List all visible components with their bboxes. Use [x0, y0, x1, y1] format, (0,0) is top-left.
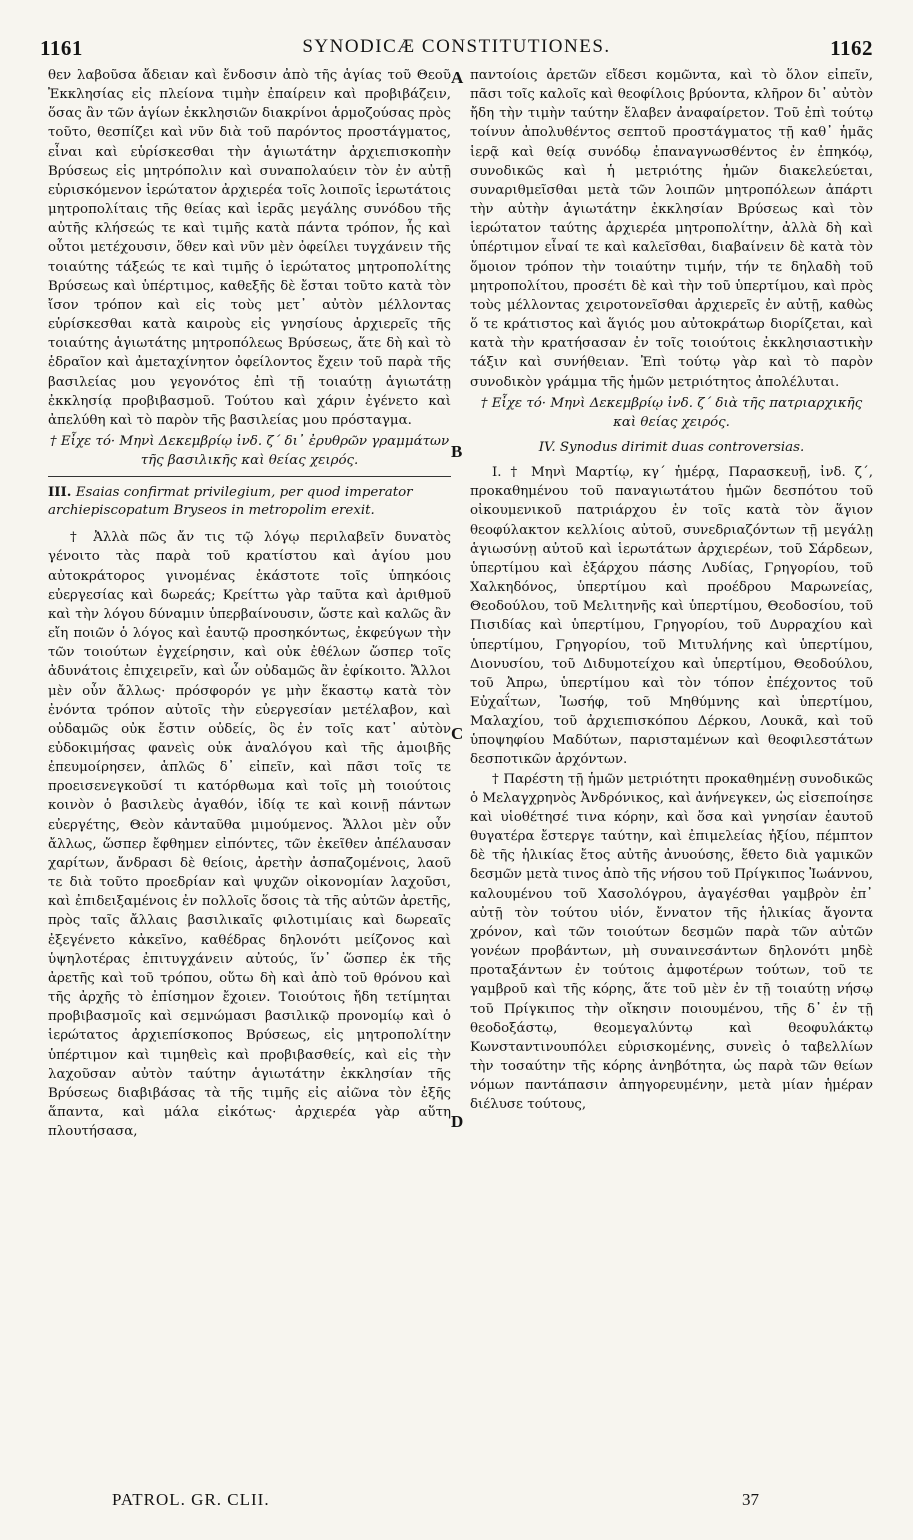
left-paragraph-2: † Ἀλλὰ πῶς ἄν τις τῷ λόγῳ περιλαβεῖν δυνατὸς γένοιτο τὰς παρὰ τοῦ κρατίστου καὶ ἁγίου μου αὐτοκράτορος γινομένας ἑκάστοτε τοῖς ὑπηκόοις εὐεργεσίας καὶ δωρεάς; Κρείττω γὰρ ταῦτα καὶ ἀριθμοῦ καὶ τὴν λόγου δύναμιν ὑπερβαίνουσιν, ὥστε καὶ καλῶς ἂν εἴη ποιῶν ὁ λόγος καὶ ἑαυτῷ προσηκόντως, ἐκφεύγων τὴν τῶν τοιούτων ἐγχείρησιν, καὶ οὐκ ἐθέλων ὥσπερ τοῖς ἀδυνάτοις ἐπιχειρεῖν, καὶ ὧν οὐδαμῶς ἂν ἐφίκοιτο. Ἄλλοι μὲν οὖν ἄλλως· πρόσφορόν γε μὴν ἕκαστῳ κατὰ τὸν ἐνόντα τρόπον αὐτοῖς τὴν εὐεργεσίαν μετέλαβον, καὶ οὐδαμῶς οὐκ ἔστιν οὐδείς, ὃς ἐν τοῖς κατ᾽ αὐτὸν εὐδοκιμήσας φανεὶς οὐκ ἀναλόγου καὶ τῆς ἀμοιβῆς ἐπευμοίρησεν, ἁπλῶς δ᾽ εἰπεῖν, καὶ πᾶσι τοῖς τε προεισενεγκοῦσί τι κατόρθωμα καὶ τοῖς μὴ τοιούτοις κοινὸν ὁ βασιλεὺς ἀγαθόν, ἰδίᾳ τε καὶ κοινῇ πάντων εὐεργέτης, Θεὸν κἀνταῦθα μιμούμενος. Ἄλλοι μὲν οὖν ἄλλως, ὥσπερ ἔφθημεν εἰπόντες, τῶν ἐκεῖθεν ἀπέλαυσαν χαρίτων, ἄνδρασι δὲ θείοις, ἀρετὴν ἀσπαζομένοις, λαοῦ τε διὰ τοῦτο προεδρίαν καὶ ψυχῶν οἰκονομίαν λαχοῦσι, καὶ ἐπιδειξαμένοις ἐν πολλοῖς ὅσοις τὰ τῆς αὐτῶν ἀρετῆς, πρὸς ταῖς ἄλλαις βασιλικαῖς φιλοτιμίαις καὶ δωρεαῖς ἐξεγένετο κἀκεῖνο, καθέδρας δηλονότι μείζονος καὶ ὑψηλοτέρας ἐπιτυγχάνειν αὐτούς, ἵν᾽ ὥσπερ ἐκ τῆς ἀρετῆς καὶ τοῦ τρόπου, οὕτω δὴ καὶ ἀπὸ τοῦ θρόνου καὶ τῆς ἀρχῆς τὸ ἐπίσημον ἔχοιεν. Τοιούτοις ἤδη τετίμηται προβιβασμοῖς καὶ σεμνώμασι βασιλικῷ προνομίῳ καὶ ὁ ἱερώτατος ἀρχιεπίσκοπος Βρύσεως, εἰς μητροπολίτην ὑπέρτιμον καὶ τιμηθεὶς καὶ προβιβασθείς, καὶ εἰς τὴν λαχοῦσαν αὐτὸν ταύτην ἁγιωτάτην ἐκκλησίαν τῆς Βρύσεως διαβιβάσας τὰ τῆς τιμῆς εἰς αἰῶνα τὸν ἐξῆς ἅπαντα, καὶ μάλα εἰκότως· ἀρχιερέα γὰρ αὕτη πλουτήσασα,	[48, 530, 451, 1140]
footer-volume: PATROL. GR. CLII.	[112, 1490, 270, 1509]
right-signature: † Εἶχε τό· Μηνὶ Δεκεμβρίῳ ἰνδ. ζ΄ διὰ τῆς πατριαρχικῆς καὶ θείας χειρός.	[480, 395, 863, 430]
running-title: SYNODICÆ CONSTITUTIONES.	[302, 36, 611, 57]
section-3-title: Esaias confirmat privilegium, per quod imperator archiepiscopatum Bryseos in metropolim erexit.	[48, 485, 413, 519]
left-column	[48, 66, 451, 1141]
page-number-right: 1162	[830, 36, 873, 60]
footer-signature-number: 37	[742, 1490, 759, 1509]
left-paragraph-1: θεν λαβοῦσα ἄδειαν καὶ ἔνδοσιν ἀπὸ τῆς ἁγίας τοῦ Θεοῦ Ἐκκλησίας εἰς πλείονα τιμὴν ἐπαίρειν καὶ προβιβάζειν, ὅσας ἂν τῶν ἁγίων ἐκκλησιῶν διακρίνοι ἁρμοζούσας πρὸς τοῦτο, θεσπίζει καὶ νῦν διὰ τοῦ παρόντος προστάγματος, εἶναι καὶ εὑρίσκεσθαι τὴν ἁγιωτάτην ἀρχιεπισκοπὴν Βρύσεως εἰς μητρόπολιν καὶ συναπολαύειν τὸν ἐν αὐτῇ εὑρισκόμενον ἱερώτατον ἀρχιερέα τοῖς λοιποῖς ἱερωτάτοις μητροπολίταις τῆς θείας καὶ ἱερᾶς μεγάλης συνόδου τῆς αὐτῆς κλήσεώς τε καὶ τιμῆς κατὰ πάντα τρόπον, ἧς καὶ οὗτοι μετέχουσιν, ὅθεν καὶ νῦν μὲν ὀφείλει τυγχάνειν τῆς τοιαύτης τάξεώς τε καὶ τιμῆς ὁ ἱερώτατος μητροπολίτης Βρύσεως καὶ ὑπέρτιμος, καθεξῆς δὲ ἔσται τοῦτο κατὰ τὸν ἴσον τρόπον καὶ εἰς τοὺς μετ᾽ αὐτὸν μέλλοντας εὑρίσκεσθαι κατὰ καιροὺς εἰς γνησίους ἀρχιερεῖς τῆς τοιαύτης ἁγιωτάτης μητροπόλεως Βρύσεως, ἅτε δὴ καὶ τὸ ἑδραῖον καὶ ἀμεταχίνητον ὀφείλοντος ἔχειν τοῦ παρὰ τῆς βασιλείας μου γεγονότος ἐπὶ τῇ τοιαύτῃ ἁγιωτάτῃ ἐκκλησίᾳ προβιβασμοῦ. Τούτου καὶ χάριν ἐγένετο καὶ ἀπελύθη καὶ τὸ παρὸν τῆς βασιλείας μου πρόσταγμα.	[48, 68, 451, 428]
right-paragraph-3: † Παρέστη τῇ ἡμῶν μετριότητι προκαθημένῃ συνοδικῶς ὁ Μελαγχρηνὸς Ἀνδρόνικος, καὶ ἀνήνεγκεν, ὡς εἰσεποίησε καὶ υἱοθέτησέ τινα κόρην, καὶ ὅσα καὶ γνησίαν ἑαυτοῦ θυγατέρα ἔστεργε ταύτην, καὶ ἐπιμελείας ἠξίου, πέμπτον δὲ τῆς ἡλικίας ἔτος αὐτῆς ἀνυούσης, ἔθετο διὰ γαμικῶν δεσμῶν μετὰ τινος ἀπὸ τῆς νήσου τοῦ Πρίγκιπος Ἰωάννου, καλουμένου τοῦ Χασολόγρου, ἀγαγέσθαι γαμβρὸν ἐπ᾽ αὐτῇ τὸν τούτου υἱόν, ἔννατον τῆς ἡλικίας ἄγοντα χρόνον, καὶ τῶν τοιούτων δεσμῶν παρὰ τῶν αὐτῶν γονέων προβάντων, μὴ συναινεσάντων δηλονότι μηδὲ προταξάντων ἐν τούτοις ἀμφοτέρων τούτων, τοῦ τε γαμβροῦ καὶ τῆς κόρης, ἅτε τοῦ μὲν ἐν τῇ τοιαύτῃ νήσῳ τοῦ Πρίγκιπος τὴν οἴκησιν ποιουμένου, τῆς δ᾽ ἐν τῇ θεοδοξάστῳ, θεομεγαλύντῳ καὶ θεοφυλάκτῳ Κωνσταντινουπόλει εὑρισκομένης, συνεὶς ὁ ταβελλίων τὴν τοσαύτην τῆς κόρης ἀνηβότητα, ὡς παρὰ τῶν θείων νόμων παντάπασιν ἀπηγορευμένην, μετὰ μίαν ἡμέραν διέλυσε τούτους,	[470, 771, 873, 1113]
section-3-number: III.	[48, 484, 72, 501]
margin-marker-d: D	[451, 1112, 464, 1131]
margin-marker-b: B	[451, 442, 463, 461]
right-column	[470, 66, 873, 1114]
section-3-heading	[48, 483, 451, 520]
section-4-title: IV. Synodus dirimit duas controversias.	[538, 439, 805, 455]
margin-marker-a: A	[451, 68, 464, 87]
page-header	[40, 36, 873, 62]
left-signature: † Εἶχε τό· Μηνὶ Δεκεμβρίῳ ἰνδ. ζ΄ δι᾽ ἐρυθρῶν γραμμάτων τῆς βασιλικῆς καὶ θείας χειρός.	[49, 433, 450, 469]
page-number-left: 1161	[40, 36, 83, 60]
right-paragraph-1: παντοίοις ἀρετῶν εἴδεσι κομῶντα, καὶ τὸ ὅλον εἰπεῖν, πᾶσι τοῖς καλοῖς καὶ θεοφίλοις βρύοντα, κλῆρον δι᾽ αὐτὸν ἤδη τὴν τιμὴν ταύτην ἔλαβεν ἀναφαίρετον. Τοῦ ἐπὶ τούτῳ τοίνυν ἀπολυθέντος σεπτοῦ προστάγματος τῇ καθ᾽ ἡμᾶς ἱερᾷ καὶ θείᾳ συνόδῳ ἐπαναγνωσθέντος ἐν ἐπηκόῳ, συνοδικῶς καὶ ἡ μετριότης ἡμῶν διακελεύεται, συναριθμεῖσθαι μετὰ τῶν λοιπῶν μητροπόλεων ἀπάρτι τὴν αὐτὴν ἁγιωτάτην ἐκκλησίαν Βρύσεως καὶ τὸν ἱερώτατον ταύτης ἀρχιερέα μητροπολίτην, ἀλλὰ δὴ καὶ ὑπέρτιμον εἶναί τε καὶ καλεῖσθαι, διαβαίνειν δὲ κατὰ τὸν ὅμοιον τρόπον τὴν τοιαύτην τιμήν, τήν τε δηλαδὴ τοῦ μητροπολίτου, προσέτι δὲ καὶ τὴν τοῦ ὑπερτίμου, καὶ πρὸς τοὺς μέλλοντας χειροτονεῖσθαι ἀρχιερεῖς ἐν αὐτῇ, καθὼς ὅ τε κράτιστος καὶ ἅγιός μου αὐτοκράτωρ διορίζεται, καὶ κατὰ τὴν κρατήσασαν ἐν τοῖς τοιούτοις ἐκκλησιαστικὴν τάξιν καὶ συνήθειαν. Ἐπὶ τούτῳ γὰρ καὶ τὸ παρὸν συνοδικὸν γράμμα τῆς ἡμῶν μετριότητος ἀπολέλυται.	[470, 68, 873, 390]
right-paragraph-2: I. † Μηνὶ Μαρτίῳ, κγ΄ ἡμέρᾳ, Παρασκευῇ, ἰνδ. ζ΄, προκαθημένου τοῦ παναγιωτάτου ἡμῶν δεσπότου τοῦ οἰκουμενικοῦ πατριάρχου ἐν τοῖς κατὰ τὸν ἅγιον θεοφύλακτον κελλίοις αὐτοῦ, συνεδριαζόντων τῇ μεγάλῃ ἁγιωσύνῃ αὐτοῦ καὶ ἱερωτάτων ἀρχιερέων, τοῦ Σάρδεων, ὑπερτίμου καὶ ἐξάρχου πάσης Λυδίας, Γρηγορίου, τοῦ Χαλκηδόνος, ὑπερτίμου καὶ προέδρου Μαρωνείας, Θεοδούλου, τοῦ Μελιτηνῆς καὶ ὑπερτίμου, Θεοδοσίου, τοῦ Πισιδίας καὶ ὑπερτίμου, Γρηγορίου, τοῦ Δυρραχίου καὶ ὑπερτίμου, Γρηγορίου, τοῦ Μιτυλήνης καὶ ὑπερτίμου, Διονυσίου, τοῦ Διδυμοτείχου καὶ ὑπερτίμου, Θεοδούλου, τοῦ Ἀπρω, ὑπερτίμου καὶ τὸν τόπον ἐπέχοντος τοῦ Εὐχαΐτων, Ἰωσήφ, τοῦ Μηθύμνης καὶ ὑπερτίμου, Μαλαχίου, τοῦ ἀρχιεπισκόπου Δέρκου, Λουκᾶ, καὶ τοῦ ὑποψηφίου Μαδύτων, παρισταμένων καὶ θεοφιλεστάτων δεσποτικῶν ἀρχόντων.	[470, 465, 873, 768]
margin-marker-c: C	[451, 724, 464, 743]
section-divider	[48, 476, 451, 477]
